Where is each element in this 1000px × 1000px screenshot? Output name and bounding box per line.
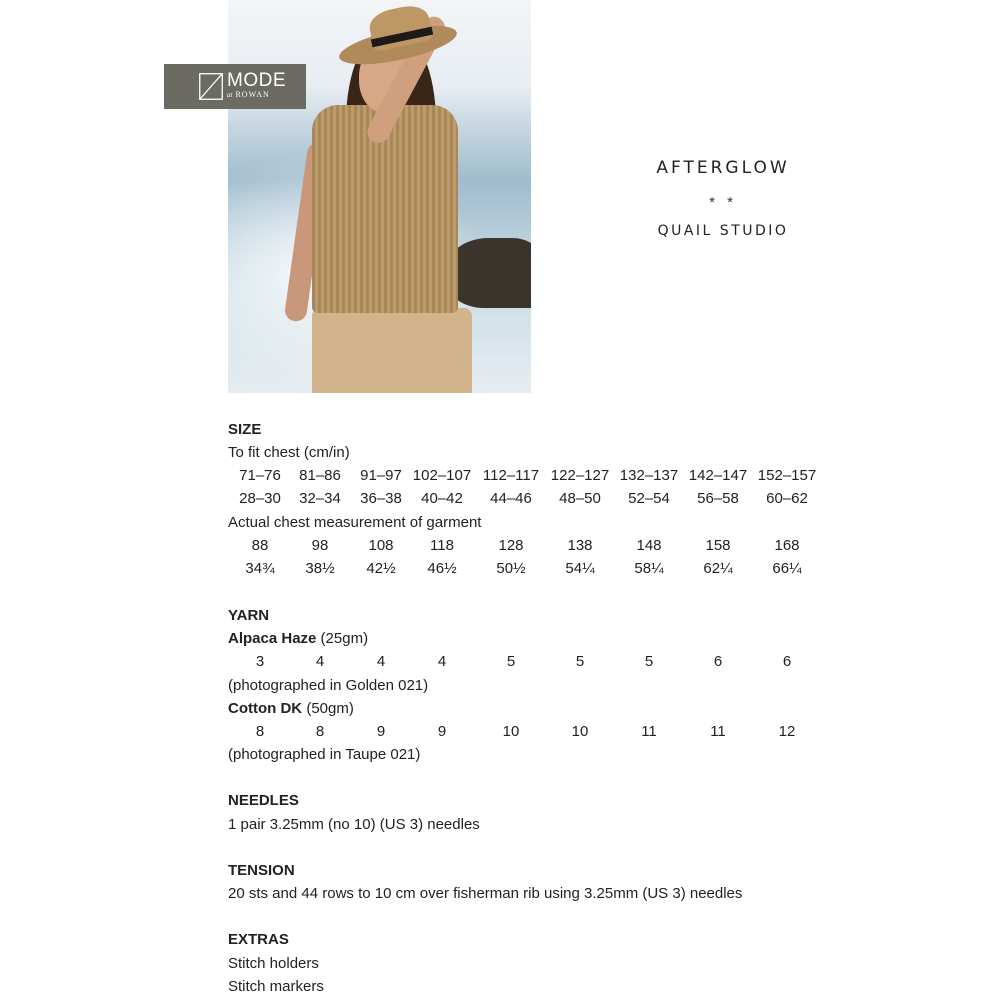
pattern-title: AFTERGLOW	[656, 158, 790, 178]
table-cell: 50½	[496, 560, 526, 577]
pattern-title-block	[600, 158, 846, 239]
fit-chest-label: To fit chest (cm/in)	[228, 444, 350, 461]
table-cell: 5	[506, 653, 516, 670]
table-cell: 44–46	[490, 490, 532, 507]
table-cell: 10	[571, 723, 589, 740]
table-cell: 88	[251, 537, 269, 554]
table-cell: 52–54	[628, 490, 670, 507]
table-cell: 6	[713, 653, 723, 670]
logo-subtitle	[227, 90, 286, 100]
table-cell: 36–38	[360, 490, 402, 507]
table-cell: 102–107	[412, 467, 472, 484]
difficulty-rating: * *	[709, 194, 737, 211]
table-cell: 38½	[305, 560, 335, 577]
table-cell: 108	[368, 537, 394, 554]
logo-mark-icon	[199, 73, 223, 100]
model-photo	[228, 0, 531, 393]
actual-chest-label: Actual chest measurement of garment	[228, 514, 482, 531]
table-cell: 81–86	[299, 467, 341, 484]
table-cell: 71–76	[239, 467, 281, 484]
rock	[446, 238, 531, 308]
table-cell: 112–117	[482, 467, 540, 484]
yarn-quantity-row	[228, 653, 848, 673]
size-row	[228, 560, 848, 580]
table-cell: 132–137	[619, 467, 679, 484]
extras-item: Stitch markers	[228, 978, 324, 995]
table-cell: 4	[315, 653, 325, 670]
extras-item: Stitch holders	[228, 955, 319, 972]
table-cell: 148	[636, 537, 662, 554]
table-cell: 28–30	[239, 490, 281, 507]
table-cell: 142–147	[688, 467, 748, 484]
table-cell: 62¼	[703, 560, 733, 577]
table-cell: 6	[782, 653, 792, 670]
table-cell: 3	[255, 653, 265, 670]
table-cell: 58¼	[634, 560, 664, 577]
table-cell: 91–97	[360, 467, 402, 484]
yarn-heading: YARN	[228, 607, 270, 624]
table-cell: 4	[437, 653, 447, 670]
designer-name: QUAIL STUDIO	[657, 223, 789, 239]
table-cell: 11	[641, 723, 657, 740]
yarn-line	[228, 630, 368, 647]
table-cell: 54¼	[565, 560, 595, 577]
table-cell: 98	[311, 537, 329, 554]
table-cell: 10	[502, 723, 520, 740]
extras-heading: EXTRAS	[228, 931, 289, 948]
logo-text	[227, 71, 286, 100]
yarn-name: Cotton DK	[228, 700, 303, 717]
table-cell: 11	[710, 723, 726, 740]
table-cell: 158	[705, 537, 731, 554]
tension-text: 20 sts and 44 rows to 10 cm over fisherman rib using 3.25mm (US 3) needles	[228, 885, 743, 902]
size-row	[228, 467, 848, 487]
table-cell: 5	[575, 653, 585, 670]
table-cell: 8	[255, 723, 265, 740]
table-cell: 168	[774, 537, 800, 554]
needles-text: 1 pair 3.25mm (no 10) (US 3) needles	[228, 816, 480, 833]
yarn-colour-note: (photographed in Golden 021)	[228, 677, 429, 694]
table-cell: 9	[437, 723, 447, 740]
logo-brand: MODE	[227, 70, 286, 91]
table-cell: 5	[644, 653, 654, 670]
yarn-colour-note: (photographed in Taupe 021)	[228, 746, 421, 763]
table-cell: 9	[376, 723, 386, 740]
size-row	[228, 537, 848, 557]
table-cell: 60–62	[766, 490, 808, 507]
tension-heading: TENSION	[228, 862, 295, 879]
table-cell: 42½	[366, 560, 396, 577]
mode-at-rowan-logo	[164, 64, 306, 109]
table-cell: 122–127	[550, 467, 610, 484]
logo-sub-prefix: at	[227, 91, 233, 99]
table-cell: 66¼	[772, 560, 802, 577]
table-cell: 128	[498, 537, 524, 554]
table-cell: 8	[315, 723, 325, 740]
table-cell: 12	[778, 723, 796, 740]
yarn-line	[228, 700, 354, 717]
table-cell: 46½	[427, 560, 457, 577]
table-cell: 48–50	[559, 490, 601, 507]
yarn-quantity-row	[228, 723, 848, 743]
yarn-weight: (50gm)	[306, 700, 354, 717]
model-trousers	[312, 308, 472, 393]
table-cell: 34¾	[245, 560, 275, 577]
table-cell: 118	[430, 537, 454, 554]
table-cell: 152–157	[757, 467, 817, 484]
yarn-name: Alpaca Haze	[228, 630, 317, 647]
table-cell: 4	[376, 653, 386, 670]
size-row	[228, 490, 848, 510]
table-cell: 56–58	[697, 490, 739, 507]
needles-heading: NEEDLES	[228, 792, 299, 809]
size-heading: SIZE	[228, 421, 262, 438]
table-cell: 40–42	[421, 490, 463, 507]
table-cell: 138	[567, 537, 593, 554]
yarn-weight: (25gm)	[320, 630, 369, 647]
table-cell: 32–34	[299, 490, 341, 507]
logo-sub-name: ROWAN	[235, 90, 270, 99]
